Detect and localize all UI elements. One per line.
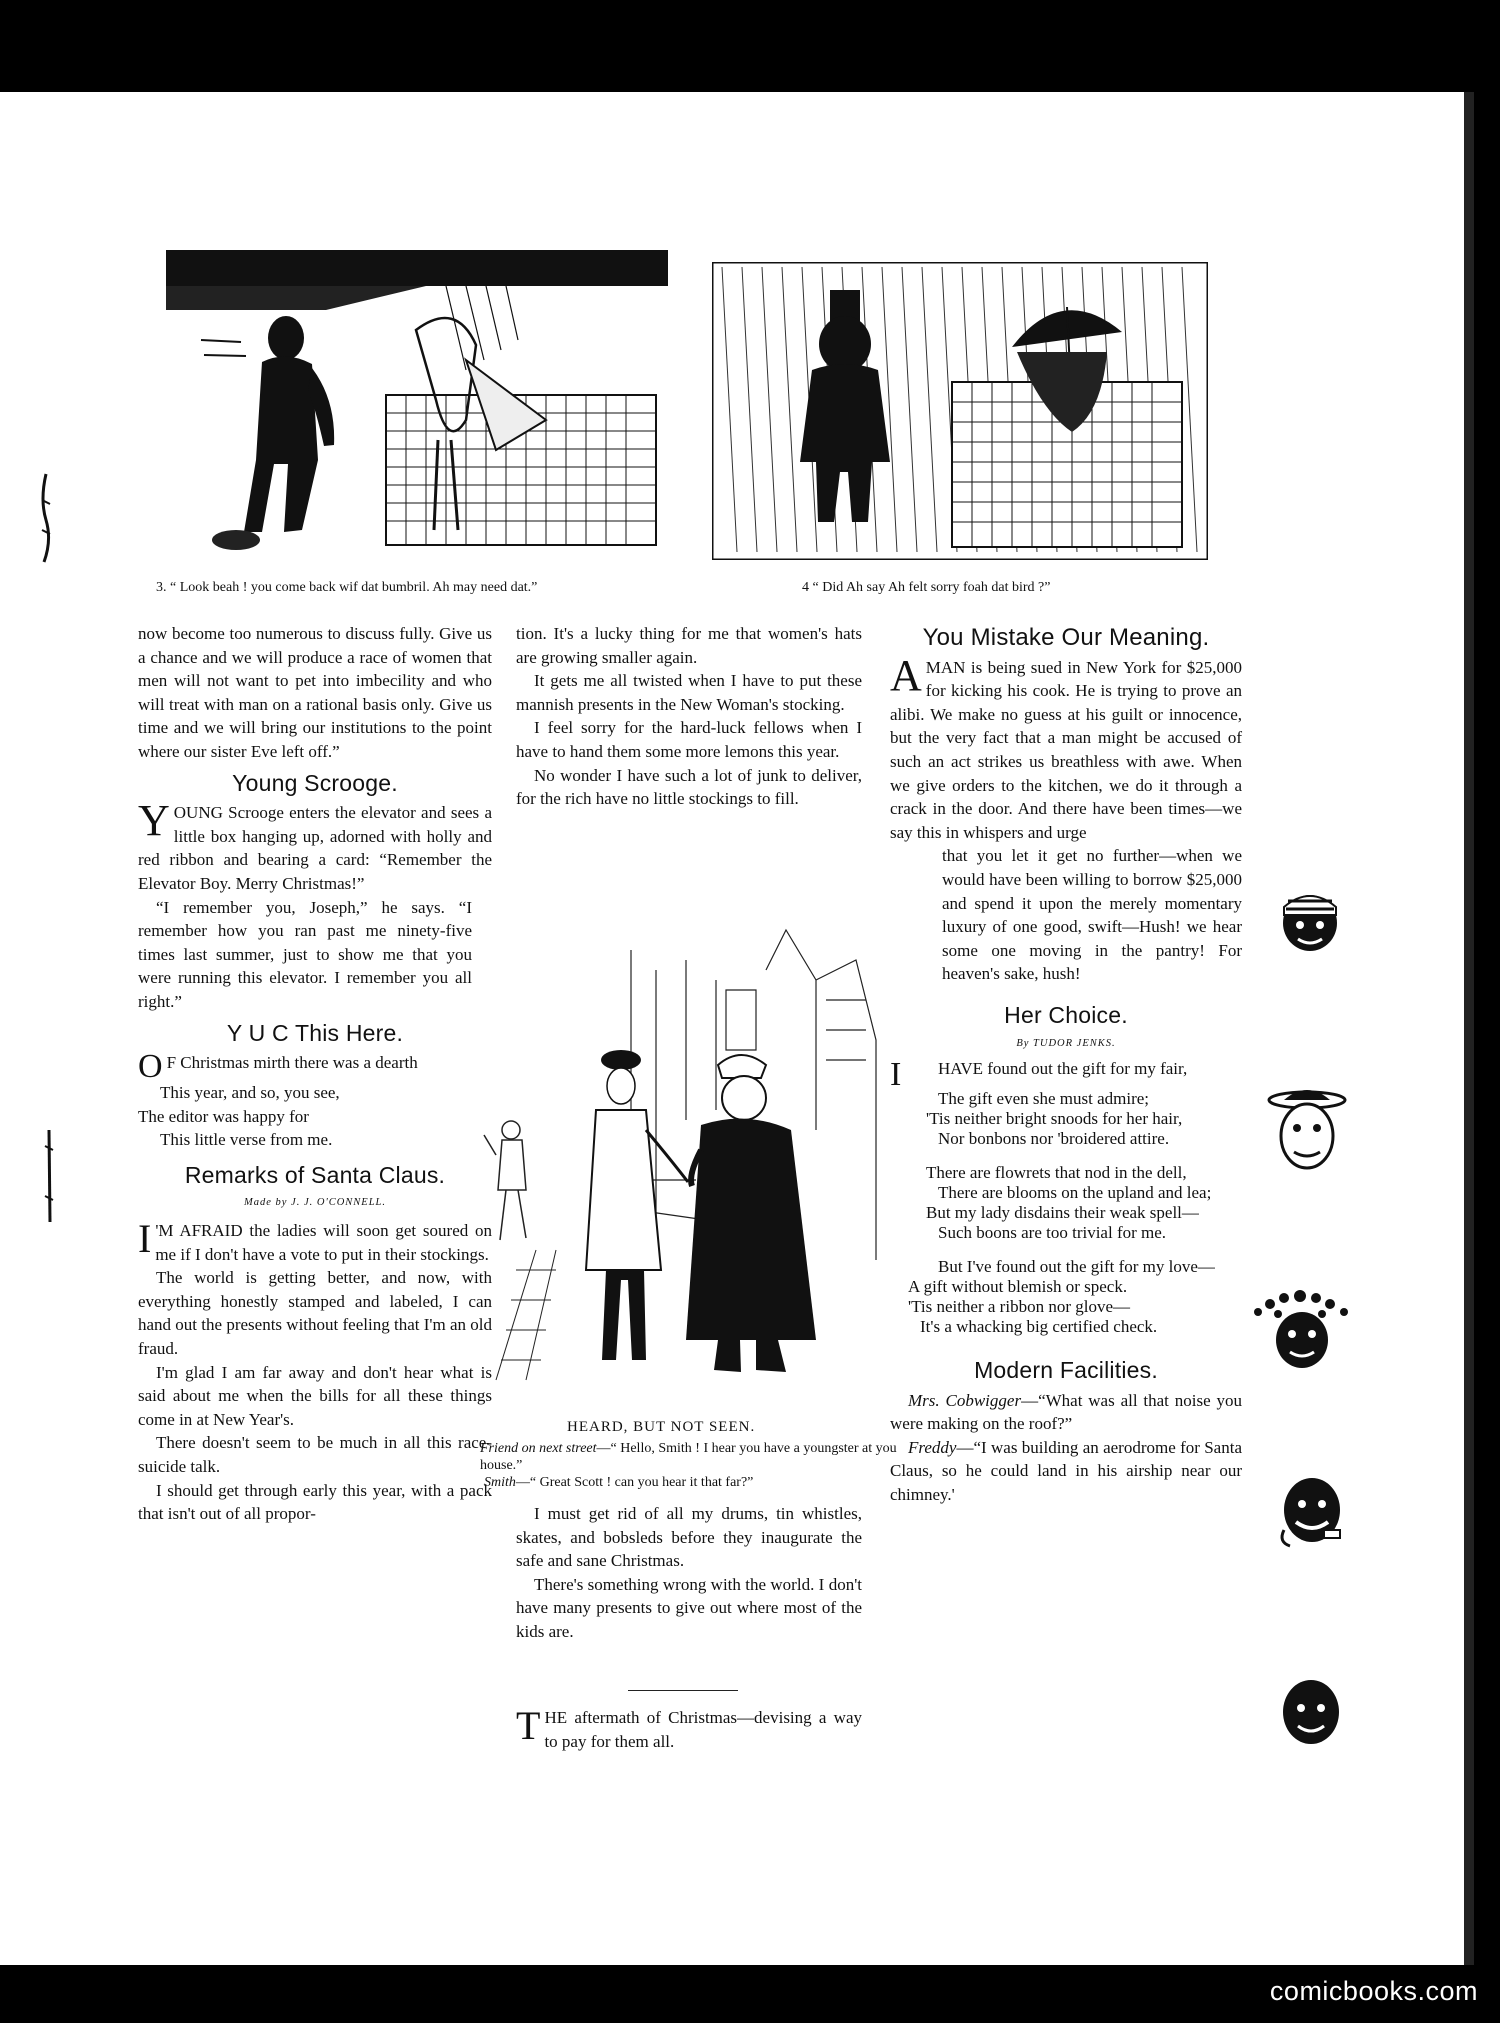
young-scrooge-p1 (138, 796, 492, 895)
drop-cap: Y (138, 796, 170, 846)
face-ornament-2 (1266, 1086, 1348, 1174)
yuc-line-2: This year, and so, you see, (160, 1083, 340, 1103)
santa-p5: I should get through early this year, with a pack that isn't out of all propor- (138, 1480, 492, 1524)
young-scrooge-title: Young Scrooge. (232, 769, 398, 796)
yuc-line-3: The editor was happy for (138, 1106, 309, 1126)
col2-p3: I feel sorry for the hard-luck fellows when I have to hand them some more lemons this year. (516, 718, 862, 761)
drop-cap: T (516, 1703, 541, 1748)
face-ornament-1 (1278, 885, 1342, 955)
heard-title: HEARD, BUT NOT SEEN. (567, 1419, 756, 1435)
modern-line-1: —“What was all that noise you were making on the roof?” (890, 1390, 1242, 1434)
col2-p1: tion. It's a lucky thing for me that women's hats are growing smaller again. (516, 624, 862, 667)
col2-p5: I must get rid of all my drums, tin whistles, skates, and bobsleds before they inaugurate the safe and sane Christmas. (516, 1504, 862, 1571)
drop-cap: I (138, 1216, 152, 1262)
yuc-line-4: This little verse from me. (160, 1130, 333, 1150)
watermark-footer: comicbooks.com (1269, 1976, 1478, 2006)
figure-man (212, 316, 334, 550)
her-choice-byline: By TUDOR JENKS. (1016, 1037, 1116, 1049)
figure-friend (586, 1050, 688, 1360)
choice-s1-l1 (890, 1056, 1234, 1094)
mistake-p2: that you let it get no further—when we would have been willing to borrow $25,000 and spend it upon the merely momentary luxury of one good, swift—Hush! we hear some one moving in the pantry! For heaven's sake, hush! (942, 846, 1242, 984)
yuc-title: Y U C This Here. (226, 1019, 404, 1046)
yuc-line-1-text: F Christmas mirth there was a dearth (166, 1053, 418, 1073)
mistake-title: You Mistake Our Meaning. (922, 624, 1210, 651)
young-scrooge-p2: “I remember you, Joseph,” he says. “I remember how you ran past me ninety-five times last summer, just to show me that you were running this elevator. I remember you all right.” (138, 897, 472, 1011)
aftermath-text (516, 1703, 862, 1753)
modern-p1 (890, 1389, 1242, 1436)
choice-s3-l4: It's a whacking big certified check. (920, 1317, 1158, 1337)
face-ornament-4 (1276, 1470, 1346, 1552)
modern-speaker-1: Mrs. Cobwigger (908, 1390, 1022, 1410)
col2-p2: It gets me all twisted when I have to put these mannish presents in the New Woman's stocking. (516, 671, 862, 714)
face-ornament-3 (1250, 1290, 1354, 1370)
choice-s3-l2: A gift without blemish or speck. (908, 1277, 1128, 1297)
column-2-lower (516, 1502, 862, 1644)
santa-p2: The world is getting better, and now, with everything honestly stamped and labeled, I can hand out the presents without feeling that I'm an old fraud. (138, 1268, 492, 1359)
yuc-verse (138, 1048, 492, 1152)
drop-cap: I (890, 1056, 902, 1094)
her-choice-title: Her Choice. (1004, 1001, 1128, 1028)
modern-facilities-title: Modern Facilities. (974, 1357, 1158, 1384)
aftermath-paragraph-text: HE aftermath of Christmas—devising a way to pay for them all. (544, 1708, 862, 1751)
her-choice-verse (890, 1056, 1242, 1337)
santa-byline: Made by J. J. O'CONNELL. (243, 1197, 387, 1209)
choice-s1-l1-text: HAVE found out the gift for my fair, (938, 1059, 1188, 1079)
heard-illustration-drawing (456, 920, 906, 1420)
aftermath-paragraph (516, 1703, 862, 1753)
comic-panel-4-illustration (712, 262, 1208, 560)
heard-illustration (456, 920, 906, 1420)
page-spine (1464, 92, 1474, 1965)
choice-s3-l3: 'Tis neither a ribbon nor glove— (908, 1297, 1130, 1317)
yuc-line-1 (138, 1048, 492, 1086)
col2-p6: There's something wrong with the world. I don't have many presents to give out where most of the kids are. (516, 1574, 862, 1641)
modern-p2 (890, 1436, 1242, 1507)
column-1 (138, 622, 492, 1526)
santa-p4: There doesn't seem to be much in all this race-suicide talk. (138, 1433, 492, 1476)
comic-panel-3-caption: 3. “ Look beah ! you come back wif dat bumbril. Ah may need dat.” (156, 580, 538, 595)
column-3 (890, 622, 1242, 1507)
section-divider (628, 1690, 738, 1691)
choice-s3-l1: But I've found out the gift for my love— (938, 1257, 1215, 1277)
face-ornament-5 (1278, 1676, 1344, 1748)
drop-cap: A (890, 650, 922, 700)
choice-s1-l4: Nor bonbons nor 'broidered attire. (938, 1129, 1170, 1149)
binding-mark-2 (40, 1126, 58, 1226)
sidewalk-bricks (496, 1250, 556, 1380)
santa-remarks-title: Remarks of Santa Claus. (184, 1161, 446, 1188)
heard-caption (480, 1440, 920, 1491)
comic-panel-3 (166, 250, 668, 550)
choice-s2-l3: But my lady disdains their weak spell— (926, 1203, 1199, 1223)
choice-s2-l1: There are flowrets that nod in the dell, (926, 1163, 1187, 1183)
figure-distant-man (484, 1121, 526, 1240)
choice-s2-l2: There are blooms on the upland and lea; (938, 1183, 1212, 1203)
comic-panel-3-illustration (166, 250, 668, 550)
santa-p1 (138, 1216, 492, 1266)
comic-panel-4-caption: 4 “ Did Ah say Ah felt sorry foah dat bird ?” (802, 580, 1051, 595)
mistake-p1-text: MAN is being sued in New York for $25,000 for kicking his cook. He is trying to prove an alibi. We make no guess at his guilt or innocence, but the very fact that a man might be accused of such an act strikes us breathless with awe. When we give orders to the kitchen, we do it through a crack in the door. And there have been times—we say this in whispers and urge (890, 657, 1242, 842)
young-scrooge-p1-text: OUNG Scrooge enters the elevator and sees a little box hanging up, adorned with holly and red ribbon and bearing a card: “Remember the Elevator Boy. Merry Christmas!” (138, 803, 492, 893)
santa-p1-text: 'M AFRAID the ladies will soon get soured on me if I don't have a vote to put in their stockings. (155, 1221, 492, 1264)
heard-line-2: —“ Great Scott ! can you hear it that far?” (515, 1475, 754, 1490)
santa-p3: I'm glad I am far away and don't hear what is said about me when the bills for all these things come in at New Year's. (138, 1362, 492, 1429)
modern-speaker-2: Freddy (908, 1437, 957, 1457)
choice-s1-l3: 'Tis neither bright snoods for her hair, (926, 1109, 1183, 1129)
binding-mark-1 (36, 470, 56, 566)
heard-speaker-1: Friend on next street (480, 1441, 597, 1456)
drop-cap: O (138, 1048, 163, 1086)
heard-speaker-2: Smith (484, 1475, 516, 1490)
heard-line-1: —“ Hello, Smith ! I hear you have a youngster at you house.” (480, 1441, 897, 1473)
column-2 (516, 622, 862, 811)
figure-smith (686, 1055, 816, 1372)
modern-line-2: —“I was building an aerodrome for Santa Claus, so he could land in his airship near our chimney.' (890, 1437, 1242, 1505)
comic-panel-4 (712, 262, 1208, 560)
choice-s1-l2: The gift even she must admire; (938, 1089, 1150, 1109)
mistake-p1 (890, 650, 1242, 845)
choice-s2-l4: Such boons are too trivial for me. (938, 1223, 1167, 1243)
col2-p4: No wonder I have such a lot of junk to deliver, for the rich have no little stockings to fill. (516, 765, 862, 809)
santa-continued-text: now become too numerous to discuss fully. Give us a chance and we will produce a race of women that men will not want to pet into imbecility and who will treat with man on a rational basis only. Give us time and we will bring our institutions to the point where our sister Eve left off.” (138, 624, 492, 761)
